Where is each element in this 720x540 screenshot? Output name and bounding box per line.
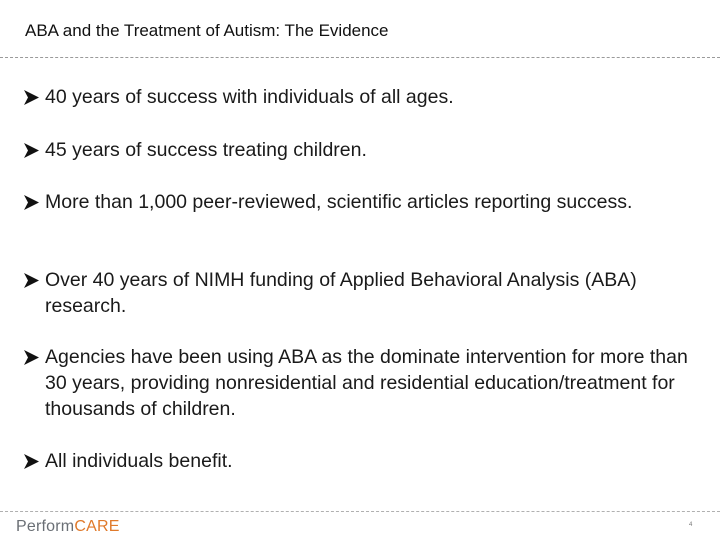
bullet-text: Over 40 years of NIMH funding of Applied Behavioral Analysis (ABA) research. bbox=[45, 269, 637, 317]
arrow-bullet-icon bbox=[22, 88, 41, 107]
bullet-text: All individuals benefit. bbox=[45, 450, 233, 472]
bullet-item bbox=[22, 267, 692, 319]
bullet-item bbox=[22, 84, 454, 110]
arrow-bullet-icon bbox=[22, 348, 41, 367]
bullet-text: More than 1,000 peer-reviewed, scientific articles reporting success. bbox=[45, 191, 633, 213]
arrow-bullet-icon bbox=[22, 452, 41, 471]
arrow-bullet-icon bbox=[22, 271, 41, 290]
bullet-item bbox=[22, 344, 692, 422]
bullet-text: 40 years of success with individuals of all ages. bbox=[45, 86, 454, 108]
logo-perform: Perform bbox=[16, 518, 75, 535]
bullet-item bbox=[22, 448, 233, 474]
bullet-item bbox=[22, 137, 367, 163]
footer-divider bbox=[0, 511, 720, 512]
title-divider bbox=[0, 57, 720, 58]
performcare-logo bbox=[16, 518, 120, 536]
slide-title: ABA and the Treatment of Autism: The Evidence bbox=[25, 21, 389, 40]
arrow-bullet-icon bbox=[22, 193, 41, 212]
arrow-bullet-icon bbox=[22, 141, 41, 160]
logo-care: CARE bbox=[74, 518, 120, 535]
bullet-text: Agencies have been using ABA as the dominate intervention for more than 30 years, providing nonresidential and residential education/treatment for thousands of children. bbox=[45, 346, 688, 420]
bullet-text: 45 years of success treating children. bbox=[45, 139, 367, 161]
page-number: 4 bbox=[689, 522, 693, 528]
bullet-item bbox=[22, 189, 632, 215]
